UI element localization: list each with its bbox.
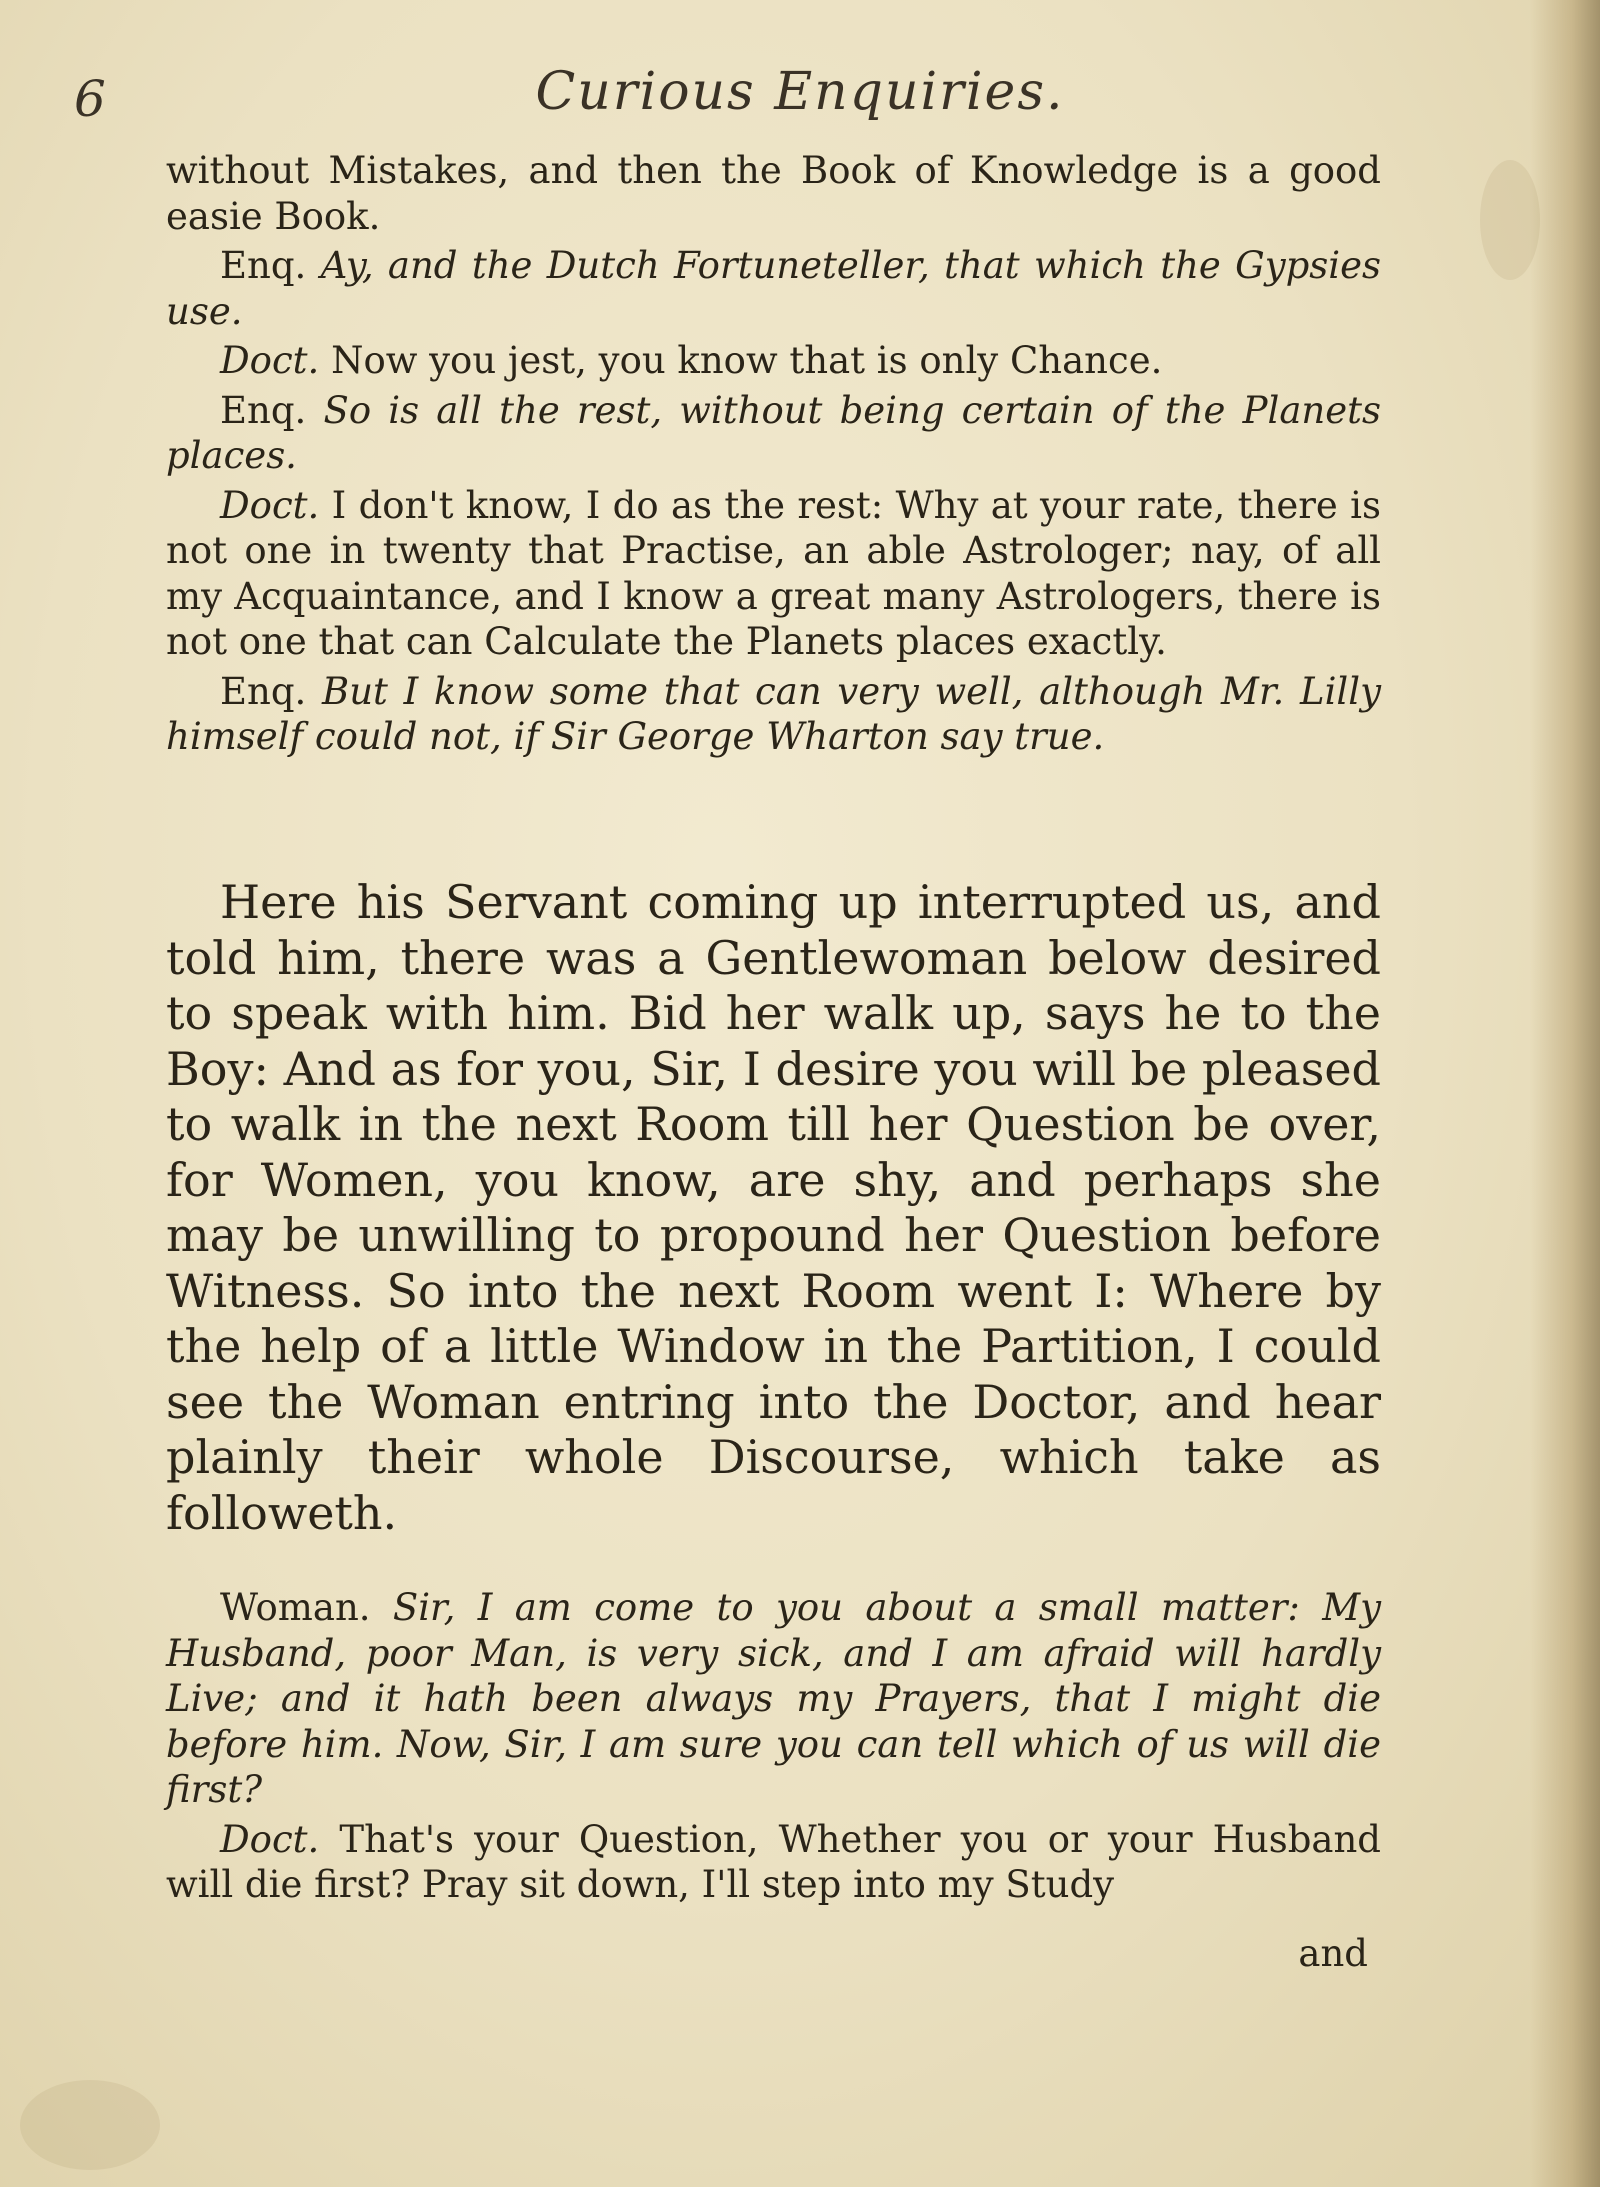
speech-text: Ay, and the Dutch Fortuneteller, that which the Gypsies use. [166, 244, 1381, 333]
speech-text: Now you jest, you know that is only Chance. [331, 339, 1163, 382]
speech-text: I don't know, I do as the rest: Why at your rate, there is not one in twenty that Practise, an able Astrologer; nay, of all my Acquaintance, and I know a great many Astrologers, there is not one that can Calculate the Planets places exactly. [166, 483, 1381, 663]
speech-text: But I know some that can very well, although Mr. Lilly himself could not, if Sir George Wharton say true. [166, 669, 1381, 758]
dialogue-line [166, 483, 1381, 665]
catchword: and [1298, 1932, 1368, 1975]
dialogue-line [166, 388, 1381, 479]
speaker-label: Enq. [220, 244, 307, 287]
page-edge-shadow [1530, 0, 1600, 2187]
speaker-label: Doct. [220, 1817, 320, 1861]
continued-paragraph: without Mistakes, and then the Book of Knowledge is a good easie Book. [166, 149, 1381, 238]
dialogue-block-bottom [166, 1585, 1381, 1908]
dialogue-block-top [166, 148, 1381, 760]
speaker-label: Enq. [220, 388, 307, 432]
running-head: Curious Enquiries. [535, 62, 1065, 122]
narrative-paragraph: Here his Servant coming up interrupted us, and told him, there was a Gentlewoman below desired to speak with him. Bid her walk up, says he to the Boy: And as for you, Sir, I desire you will be pleased to walk in the next Room till her Question be over, for Women, you know, are shy, and perhaps she may be unwilling to propound her Question before Witness. So into the next Room went I: Where by the help of a little Window in the Partition, I could see the Woman entring into the Doctor, and hear plainly their whole Discourse, which take as followeth. [166, 875, 1381, 1540]
dialogue-line [166, 338, 1381, 384]
page-number: 6 [74, 70, 106, 128]
speaker-label: Doct. [220, 483, 320, 527]
speech-text: So is all the rest, without being certain of the Planets places. [166, 388, 1381, 477]
speaker-label: Woman. [220, 1586, 371, 1629]
narrative-block [166, 875, 1381, 1541]
dialogue-line [166, 1585, 1381, 1813]
speaker-label: Enq. [220, 669, 307, 713]
paper-stain [1480, 160, 1540, 280]
dialogue-line [166, 1817, 1381, 1908]
speaker-label: Doct. [220, 339, 320, 382]
dialogue-line [166, 243, 1381, 334]
paper-stain [20, 2080, 160, 2170]
dialogue-line [166, 669, 1381, 760]
speech-text: That's your Question, Whether you or your Husband will die first? Pray sit down, I'll step into my Study [166, 1817, 1381, 1906]
speech-text: Sir, I am come to you about a small matter: My Husband, poor Man, is very sick, and I am afraid will hardly Live; and it hath been always my Prayers, that I might die before him. Now, Sir, I am sure you can tell which of us will die first? [166, 1586, 1381, 1811]
